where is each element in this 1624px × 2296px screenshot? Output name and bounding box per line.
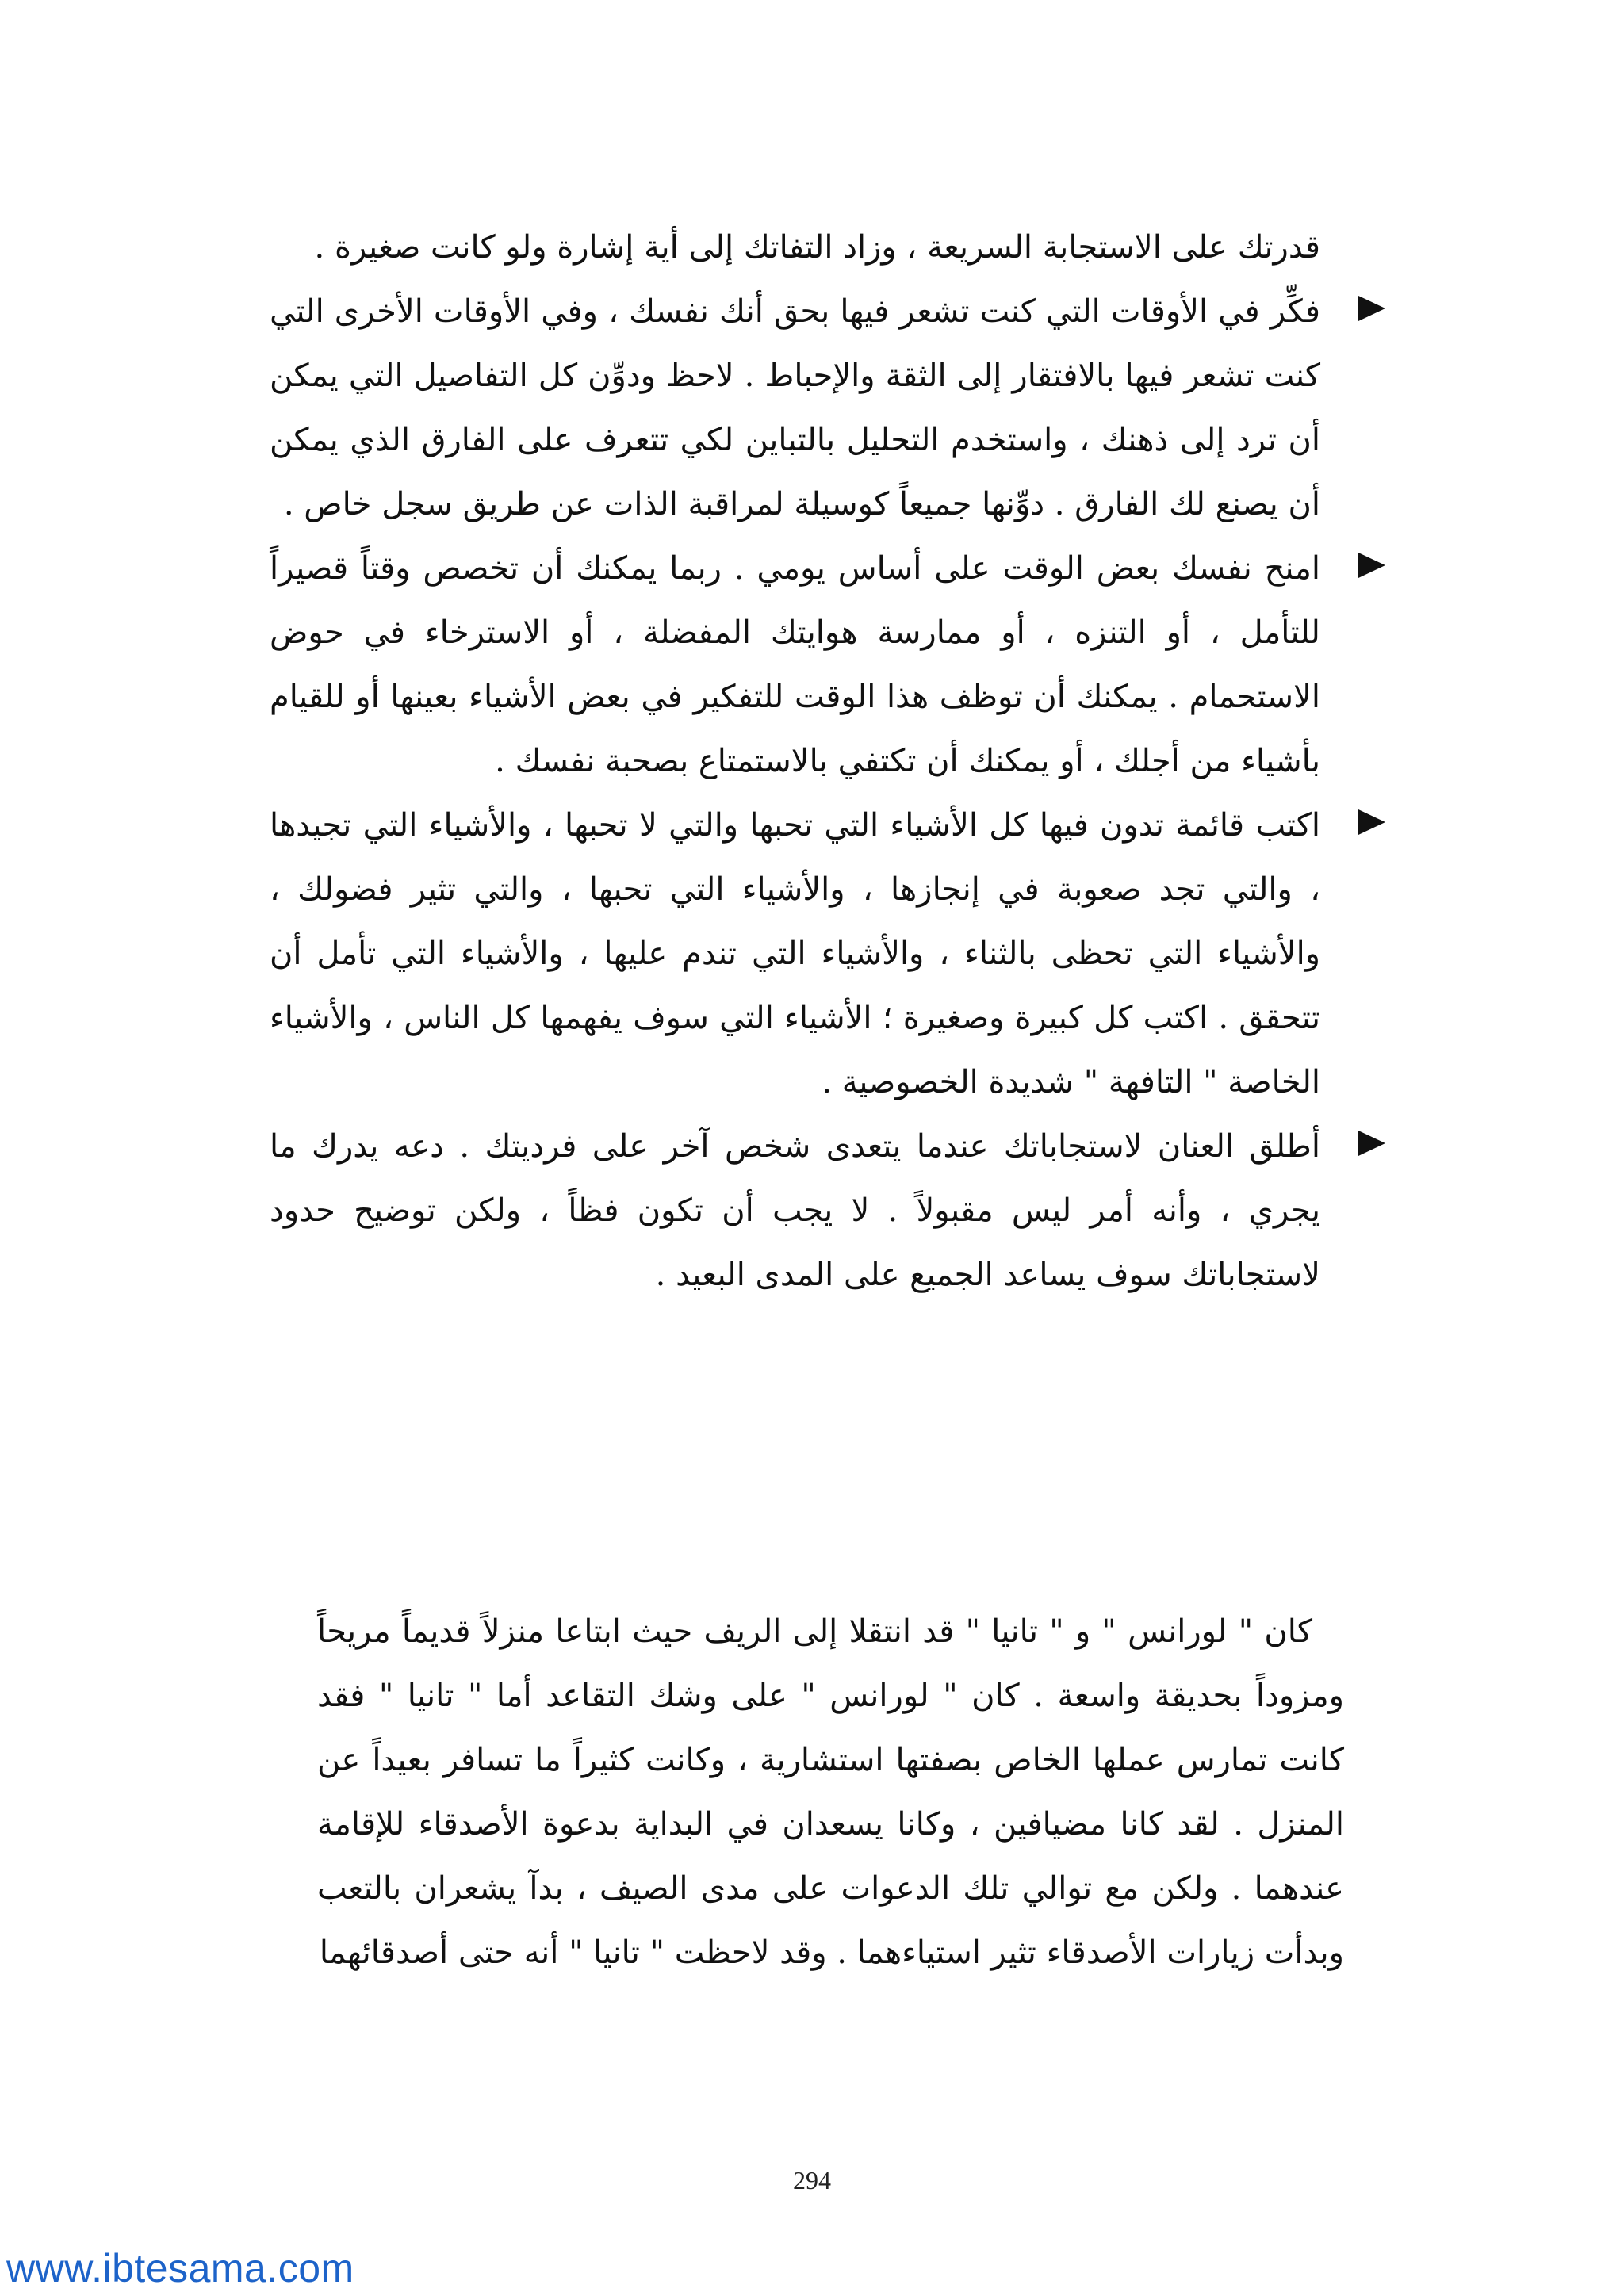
bullet-text: امنح نفسك بعض الوقت على أساس يومي . ربما يمكنك أن تخصص وقتاً قصيراً للتأمل ، أو التنزه ، أو ممارسة هوايتك المفضلة ، أو الاسترخاء في حوض الاستحمام . يمكنك أن توظف هذا الوقت للتفكير في بعض الأشياء بعينها أو للقيام بأشياء من أجلك ، أو يمكنك أن تكتفي بالاستمتاع بصحبة نفسك . xyxy=(270,550,1320,779)
main-text-block xyxy=(270,216,1320,1307)
continuation-paragraph: قدرتك على الاستجابة السريعة ، وزاد التفاتك إلى أية إشارة ولو كانت صغيرة . xyxy=(314,229,1320,266)
case-study-paragraph: كان " لورانس " و " تانيا " قد انتقلا إلى الريف حيث ابتاعا منزلاً قديماً مريحاً ومزوداً بحديقة واسعة . كان " لورانس " على وشك التقاعد أما " تانيا " فقد كانت تمارس عملها الخاص بصفتها استشارية ، وكانت كثيراً ما تسافر بعيداً عن المنزل . لقد كانا مضيافين ، وكانا يسعدان في البداية بدعوة الأصدقاء للإقامة عندهما . ولكن مع توالي تلك الدعوات على مدى الصيف ، بدآ يشعران بالتعب وبدأت زيارات الأصدقاء تثير استياءهما . وقد لاحظت " تانيا " أنه حتى أصدقائهما xyxy=(317,1613,1344,1971)
triangle-bullet-icon xyxy=(1358,1131,1385,1156)
bullet-item-4 xyxy=(270,1115,1320,1307)
site-watermark: www.ibtesama.com xyxy=(6,2246,354,2290)
triangle-bullet-icon xyxy=(1358,553,1385,578)
triangle-bullet-icon xyxy=(1358,809,1385,835)
triangle-bullet-icon xyxy=(1358,296,1385,321)
bullet-text: اكتب قائمة تدون فيها كل الأشياء التي تحبها والتي لا تحبها ، والأشياء التي تجيدها ، والتي تجد صعوبة في إنجازها ، والأشياء التي تحبها ، والتي تثير فضولك ، والأشياء التي تحظى بالثناء ، والأشياء التي تندم عليها ، والأشياء التي تأمل أن تتحقق . اكتب كل كبيرة وصغيرة ؛ الأشياء التي سوف يفهمها كل الناس ، والأشياء الخاصة " التافهة " شديدة الخصوصية . xyxy=(270,807,1320,1100)
bullet-text: أطلق العنان لاستجاباتك عندما يتعدى شخص آخر على فرديتك . دعه يدرك ما يجري ، وأنه أمر ليس مقبولاً . لا يجب أن تكون فظاً ، ولكن توضيح حدود لاستجاباتك سوف يساعد الجميع على المدى البعيد . xyxy=(270,1128,1320,1293)
bullet-item-1 xyxy=(270,280,1320,537)
bullet-item-3 xyxy=(270,794,1320,1115)
bullet-text: فكِّر في الأوقات التي كنت تشعر فيها بحق أنك نفسك ، وفي الأوقات الأخرى التي كنت تشعر فيها بالافتقار إلى الثقة والإحباط . لاحظ ودوِّن كل التفاصيل التي يمكن أن ترد إلى ذهنك ، واستخدم التحليل بالتباين لكي تتعرف على الفارق الذي يمكن أن يصنع لك الفارق . دوِّنها جميعاً كوسيلة لمراقبة الذات عن طريق سجل خاص . xyxy=(270,293,1320,522)
page-number: 294 xyxy=(793,2166,831,2195)
bullet-item-2 xyxy=(270,537,1320,794)
